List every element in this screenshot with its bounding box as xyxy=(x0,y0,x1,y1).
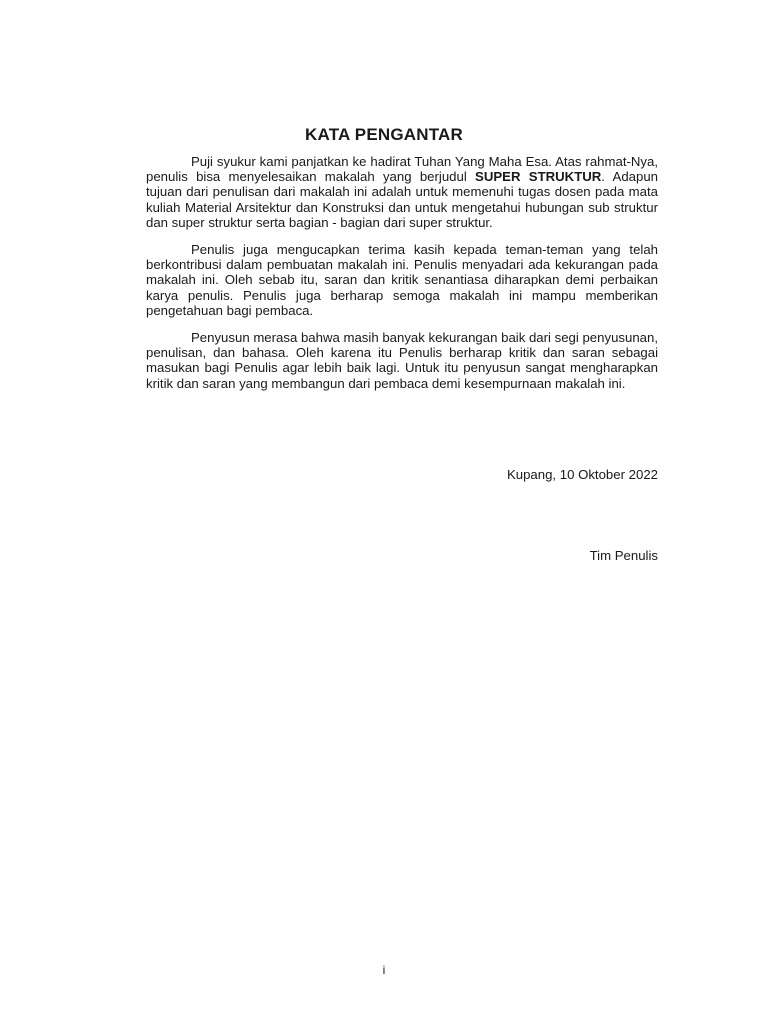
paragraph-3: Penyusun merasa bahwa masih banyak kekurangan baik dari segi penyusunan, penulisan, dan bahasa. Oleh karena itu Penulis berharap kritik dan saran sebagai masukan bagi Penulis agar lebih baik lagi. Untuk itu penyusun sangat mengharapkan kritik dan saran yang membangun dari pembaca demi kesempurnaan makalah ini. xyxy=(146,330,658,391)
paragraph-1 xyxy=(146,154,658,230)
body-text xyxy=(146,154,658,403)
place-date: Kupang, 10 Oktober 2022 xyxy=(506,467,658,482)
page-title: KATA PENGANTAR xyxy=(305,125,463,144)
page-number: i xyxy=(382,963,386,977)
paragraph-1-bold-title: SUPER STRUKTUR xyxy=(475,169,602,185)
paragraph-1-start: Puji syukur kami panjatkan ke hadirat Tuhan Yang Maha Esa. Atas rahmat-Nya, penulis bisa menyelesaikan makalah yang berjudul xyxy=(146,154,658,185)
signature: Tim Penulis xyxy=(589,548,658,563)
paragraph-1-end: . Adapun tujuan dari penulisan dari makalah ini adalah untuk memenuhi tugas dosen pada mata kuliah Material Arsitektur dan Konstruksi dan untuk mengetahui hubungan sub struktur dan super struktur serta bagian - bagian dari super struktur. xyxy=(146,169,658,230)
paragraph-2: Penulis juga mengucapkan terima kasih kepada teman-teman yang telah berkontribusi dalam pembuatan makalah ini. Penulis menyadari ada kekurangan pada makalah ini. Oleh sebab itu, saran dan kritik senantiasa diharapkan demi perbaikan karya penulis. Penulis juga berharap semoga makalah ini mampu memberikan pengetahuan bagi pembaca. xyxy=(146,242,658,318)
